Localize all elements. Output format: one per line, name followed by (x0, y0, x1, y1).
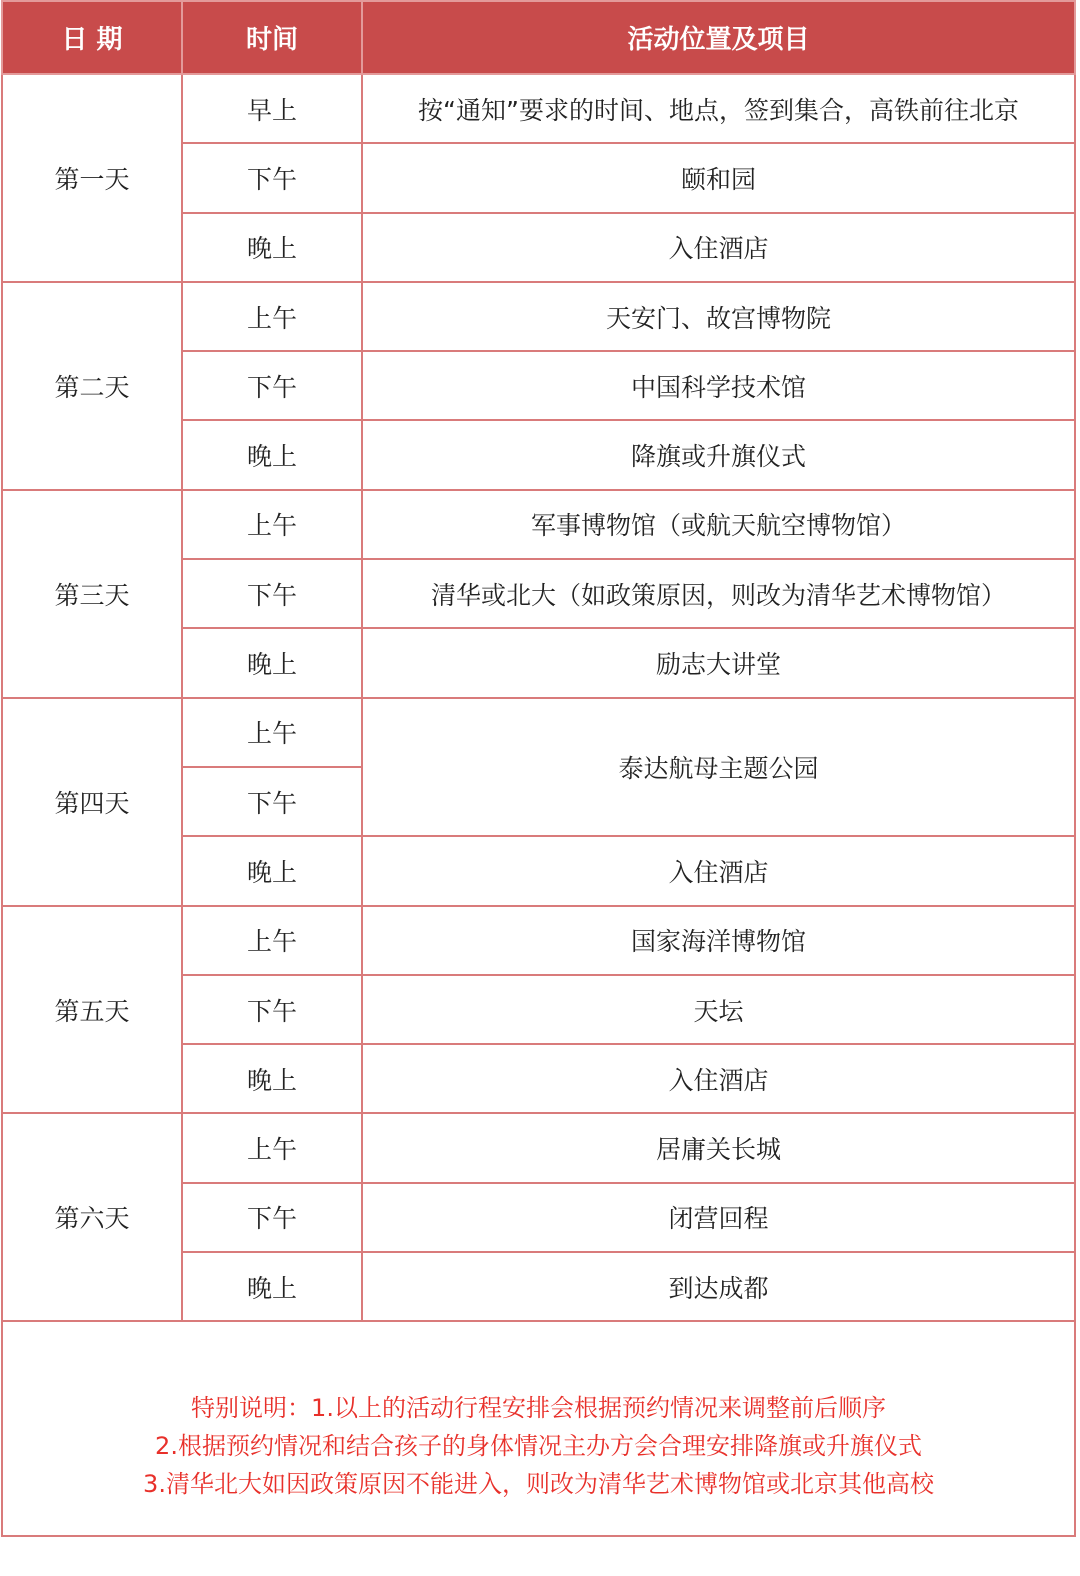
time-cell: 下午 (182, 975, 362, 1044)
note-line-3: 3.清华北大如因政策原因不能进入，则改为清华艺术博物馆或北京其他高校 (143, 1469, 934, 1498)
activity-cell: 天坛 (362, 975, 1075, 1044)
activity-cell: 中国科学技术馆 (362, 351, 1075, 420)
activity-cell: 励志大讲堂 (362, 628, 1075, 697)
time-cell: 上午 (182, 282, 362, 351)
time-cell: 下午 (182, 559, 362, 628)
time-cell: 上午 (182, 490, 362, 559)
time-cell: 下午 (182, 351, 362, 420)
table-row (2, 698, 1075, 767)
note-line-1: 特别说明：1.以上的活动行程安排会根据预约情况来调整前后顺序 (191, 1393, 886, 1422)
special-notes (3, 1355, 1074, 1503)
time-cell: 下午 (182, 1183, 362, 1252)
day-label: 第六天 (2, 1113, 182, 1321)
day-label: 第四天 (2, 698, 182, 906)
table-row (2, 1113, 1075, 1182)
time-cell: 下午 (182, 143, 362, 212)
table-row (2, 282, 1075, 351)
time-cell: 晚上 (182, 1044, 362, 1113)
time-cell: 晚上 (182, 1252, 362, 1321)
activity-cell: 天安门、故宫博物院 (362, 282, 1075, 351)
activity-cell: 入住酒店 (362, 836, 1075, 905)
activity-cell: 降旗或升旗仪式 (362, 420, 1075, 489)
day-label: 第二天 (2, 282, 182, 490)
itinerary-table (1, 0, 1076, 1537)
header-date: 日 期 (2, 1, 182, 74)
activity-cell: 国家海洋博物馆 (362, 906, 1075, 975)
time-cell: 上午 (182, 698, 362, 767)
activity-cell: 清华或北大（如政策原因，则改为清华艺术博物馆） (362, 559, 1075, 628)
day-label: 第五天 (2, 906, 182, 1114)
time-cell: 上午 (182, 906, 362, 975)
notes-cell (2, 1321, 1075, 1536)
header-activity: 活动位置及项目 (362, 1, 1075, 74)
activity-cell: 按“通知”要求的时间、地点，签到集合，高铁前往北京 (362, 74, 1075, 143)
note-line-2: 2.根据预约情况和结合孩子的身体情况主办方会合理安排降旗或升旗仪式 (155, 1431, 922, 1460)
activity-cell: 闭营回程 (362, 1183, 1075, 1252)
day-label: 第一天 (2, 74, 182, 282)
day-label: 第三天 (2, 490, 182, 698)
time-cell: 晚上 (182, 628, 362, 697)
time-cell: 下午 (182, 767, 362, 836)
table-row (2, 74, 1075, 143)
time-cell: 早上 (182, 74, 362, 143)
activity-cell: 军事博物馆（或航天航空博物馆） (362, 490, 1075, 559)
time-cell: 晚上 (182, 420, 362, 489)
notes-row (2, 1321, 1075, 1536)
table-row (2, 906, 1075, 975)
activity-cell: 入住酒店 (362, 1044, 1075, 1113)
activity-cell: 泰达航母主题公园 (362, 698, 1075, 837)
time-cell: 晚上 (182, 836, 362, 905)
header-time: 时间 (182, 1, 362, 74)
table-row (2, 490, 1075, 559)
activity-cell: 颐和园 (362, 143, 1075, 212)
time-cell: 晚上 (182, 213, 362, 282)
activity-cell: 入住酒店 (362, 213, 1075, 282)
header-row (2, 1, 1075, 74)
time-cell: 上午 (182, 1113, 362, 1182)
activity-cell: 居庸关长城 (362, 1113, 1075, 1182)
activity-cell: 到达成都 (362, 1252, 1075, 1321)
